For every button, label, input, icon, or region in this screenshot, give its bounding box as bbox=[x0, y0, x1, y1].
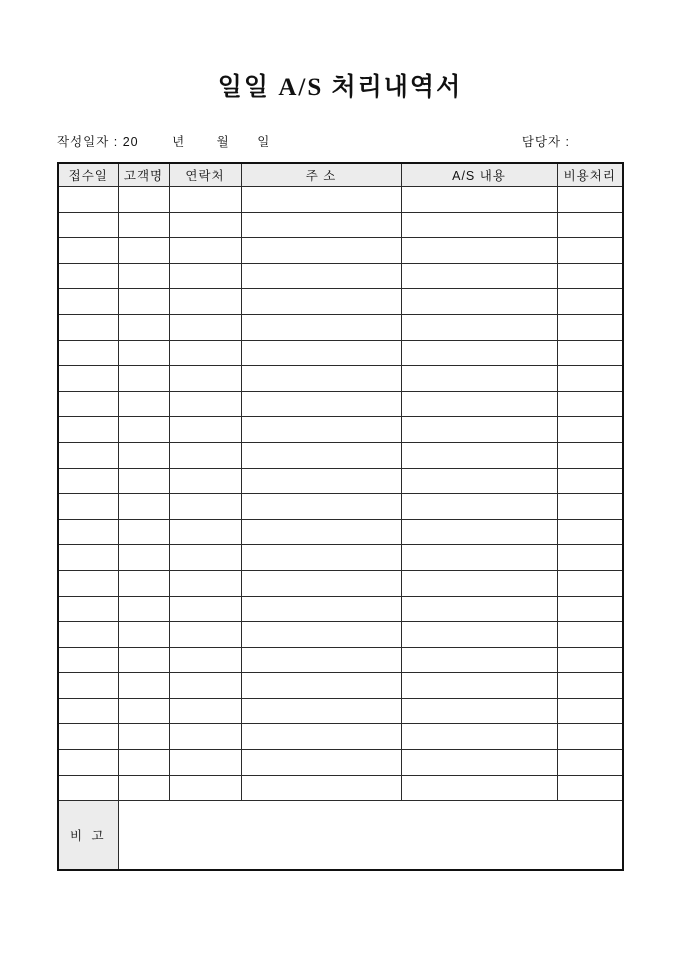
table-cell bbox=[557, 596, 623, 622]
table-row bbox=[58, 340, 623, 366]
meta-row bbox=[57, 135, 622, 150]
table-row bbox=[58, 494, 623, 520]
table-cell bbox=[241, 340, 401, 366]
table-cell bbox=[557, 417, 623, 443]
table-cell bbox=[557, 391, 623, 417]
table-row bbox=[58, 545, 623, 571]
table-cell bbox=[401, 622, 557, 648]
table-cell bbox=[557, 212, 623, 238]
table-cell bbox=[58, 314, 118, 340]
table-cell bbox=[401, 750, 557, 776]
table-cell bbox=[557, 724, 623, 750]
table-cell bbox=[241, 622, 401, 648]
table-cell bbox=[58, 724, 118, 750]
table-cell bbox=[58, 494, 118, 520]
day-label: 일 bbox=[257, 134, 271, 149]
table-cell bbox=[58, 187, 118, 213]
header-row bbox=[58, 163, 623, 187]
table-cell bbox=[118, 775, 169, 801]
table-cell bbox=[118, 622, 169, 648]
table-cell bbox=[169, 391, 241, 417]
table-cell bbox=[169, 622, 241, 648]
table-cell bbox=[241, 417, 401, 443]
table-cell bbox=[169, 366, 241, 392]
table-cell bbox=[401, 442, 557, 468]
table-cell bbox=[557, 519, 623, 545]
table-cell bbox=[118, 391, 169, 417]
table-cell bbox=[557, 494, 623, 520]
table-row bbox=[58, 391, 623, 417]
table-cell bbox=[241, 442, 401, 468]
table-cell bbox=[169, 238, 241, 264]
table-cell bbox=[401, 494, 557, 520]
table-cell bbox=[557, 366, 623, 392]
table-cell bbox=[241, 289, 401, 315]
table-cell bbox=[169, 724, 241, 750]
table-cell bbox=[241, 391, 401, 417]
table-cell bbox=[118, 442, 169, 468]
table-cell bbox=[118, 417, 169, 443]
table-cell bbox=[169, 263, 241, 289]
table-cell bbox=[58, 596, 118, 622]
table-cell bbox=[401, 647, 557, 673]
date-line bbox=[57, 135, 270, 150]
table-cell bbox=[118, 698, 169, 724]
table-cell bbox=[118, 289, 169, 315]
table-cell bbox=[118, 187, 169, 213]
table-cell bbox=[58, 775, 118, 801]
table-cell bbox=[401, 238, 557, 264]
table-cell bbox=[401, 775, 557, 801]
page-title: 일일 A/S 처리내역서 bbox=[217, 74, 463, 101]
table-cell bbox=[169, 519, 241, 545]
table-cell bbox=[401, 391, 557, 417]
table-row bbox=[58, 314, 623, 340]
table-cell bbox=[169, 468, 241, 494]
table-row bbox=[58, 622, 623, 648]
table-cell bbox=[557, 570, 623, 596]
table-cell bbox=[241, 263, 401, 289]
table-row bbox=[58, 724, 623, 750]
table-row bbox=[58, 596, 623, 622]
table-cell bbox=[401, 289, 557, 315]
table-cell bbox=[169, 750, 241, 776]
table-cell bbox=[241, 314, 401, 340]
remarks-row bbox=[58, 801, 623, 870]
table-cell bbox=[118, 494, 169, 520]
remarks-value-cell bbox=[118, 801, 623, 870]
table-row bbox=[58, 698, 623, 724]
table-cell bbox=[241, 468, 401, 494]
table-cell bbox=[118, 570, 169, 596]
table-cell bbox=[401, 570, 557, 596]
table-cell bbox=[241, 775, 401, 801]
table-cell bbox=[557, 698, 623, 724]
table-cell bbox=[118, 366, 169, 392]
table-cell bbox=[557, 468, 623, 494]
table-cell bbox=[557, 340, 623, 366]
table-cell bbox=[241, 238, 401, 264]
remarks-label: 비 고 bbox=[58, 801, 118, 870]
table-cell bbox=[401, 366, 557, 392]
table-cell bbox=[118, 314, 169, 340]
table-row bbox=[58, 187, 623, 213]
table-cell bbox=[401, 596, 557, 622]
table-cell bbox=[118, 238, 169, 264]
table-body bbox=[58, 187, 623, 801]
table-cell bbox=[401, 468, 557, 494]
column-header-2: 연락처 bbox=[169, 163, 241, 187]
column-header-1: 고객명 bbox=[118, 163, 169, 187]
table-cell bbox=[401, 519, 557, 545]
table-cell bbox=[557, 187, 623, 213]
table-cell bbox=[169, 442, 241, 468]
table-row bbox=[58, 289, 623, 315]
table-cell bbox=[169, 417, 241, 443]
table-cell bbox=[169, 673, 241, 699]
table-cell bbox=[58, 570, 118, 596]
table-row bbox=[58, 775, 623, 801]
table-cell bbox=[58, 750, 118, 776]
table-row bbox=[58, 673, 623, 699]
table-cell bbox=[118, 468, 169, 494]
table-cell bbox=[557, 314, 623, 340]
table-header bbox=[58, 163, 623, 187]
table-cell bbox=[241, 698, 401, 724]
table-row bbox=[58, 263, 623, 289]
table-cell bbox=[241, 724, 401, 750]
table-cell bbox=[557, 442, 623, 468]
table-cell bbox=[169, 340, 241, 366]
column-header-0: 접수일 bbox=[58, 163, 118, 187]
table-cell bbox=[557, 622, 623, 648]
table-cell bbox=[241, 494, 401, 520]
table-cell bbox=[401, 545, 557, 571]
table-cell bbox=[118, 647, 169, 673]
table-cell bbox=[118, 340, 169, 366]
table-cell bbox=[401, 263, 557, 289]
table-cell bbox=[241, 750, 401, 776]
table-cell bbox=[241, 673, 401, 699]
table-cell bbox=[557, 673, 623, 699]
table-cell bbox=[241, 187, 401, 213]
month-label: 월 bbox=[216, 134, 230, 149]
table-row bbox=[58, 570, 623, 596]
table-cell bbox=[557, 750, 623, 776]
table-cell bbox=[401, 673, 557, 699]
table-cell bbox=[169, 596, 241, 622]
table-cell bbox=[58, 468, 118, 494]
table-cell bbox=[557, 647, 623, 673]
table-cell bbox=[169, 187, 241, 213]
table-cell bbox=[241, 570, 401, 596]
table-cell bbox=[58, 545, 118, 571]
table-cell bbox=[118, 212, 169, 238]
table-cell bbox=[241, 545, 401, 571]
table-cell bbox=[169, 289, 241, 315]
table-cell bbox=[557, 545, 623, 571]
table-cell bbox=[169, 698, 241, 724]
table-cell bbox=[118, 673, 169, 699]
table-cell bbox=[118, 750, 169, 776]
as-report-table bbox=[57, 162, 624, 871]
table-cell bbox=[58, 622, 118, 648]
table-cell bbox=[241, 519, 401, 545]
table-cell bbox=[118, 519, 169, 545]
date-label: 작성일자 : 20 bbox=[57, 134, 139, 149]
table-cell bbox=[118, 724, 169, 750]
table-row bbox=[58, 442, 623, 468]
table-cell bbox=[401, 212, 557, 238]
table-cell bbox=[58, 366, 118, 392]
table-cell bbox=[169, 775, 241, 801]
table-cell bbox=[557, 775, 623, 801]
remarks-section bbox=[58, 801, 623, 870]
table-cell bbox=[58, 238, 118, 264]
table-cell bbox=[58, 673, 118, 699]
table-cell bbox=[241, 596, 401, 622]
table-cell bbox=[169, 570, 241, 596]
table-cell bbox=[118, 545, 169, 571]
table-cell bbox=[401, 314, 557, 340]
table-cell bbox=[241, 212, 401, 238]
table-row bbox=[58, 417, 623, 443]
table-cell bbox=[58, 417, 118, 443]
manager-label: 담당자 : bbox=[521, 134, 570, 149]
table-cell bbox=[58, 289, 118, 315]
column-header-3: 주 소 bbox=[241, 163, 401, 187]
table-cell bbox=[58, 519, 118, 545]
column-header-5: 비용처리 bbox=[557, 163, 623, 187]
table-row bbox=[58, 238, 623, 264]
document-content bbox=[57, 135, 622, 871]
table-cell bbox=[401, 340, 557, 366]
table-cell bbox=[118, 596, 169, 622]
table-row bbox=[58, 647, 623, 673]
table-cell bbox=[169, 647, 241, 673]
table-cell bbox=[58, 340, 118, 366]
table-row bbox=[58, 212, 623, 238]
table-row bbox=[58, 366, 623, 392]
table-cell bbox=[169, 494, 241, 520]
table-cell bbox=[169, 545, 241, 571]
table-cell bbox=[401, 724, 557, 750]
table-cell bbox=[557, 238, 623, 264]
table-cell bbox=[401, 698, 557, 724]
table-cell bbox=[557, 263, 623, 289]
table-cell bbox=[58, 698, 118, 724]
year-label: 년 bbox=[172, 134, 186, 149]
table-cell bbox=[58, 647, 118, 673]
column-header-4: A/S 내용 bbox=[401, 163, 557, 187]
table-cell bbox=[58, 263, 118, 289]
table-cell bbox=[401, 417, 557, 443]
table-cell bbox=[169, 314, 241, 340]
table-cell bbox=[401, 187, 557, 213]
table-row bbox=[58, 750, 623, 776]
table-cell bbox=[557, 289, 623, 315]
table-row bbox=[58, 468, 623, 494]
table-cell bbox=[58, 212, 118, 238]
table-cell bbox=[241, 366, 401, 392]
table-cell bbox=[58, 391, 118, 417]
table-cell bbox=[241, 647, 401, 673]
table-cell bbox=[169, 212, 241, 238]
table-row bbox=[58, 519, 623, 545]
table-cell bbox=[58, 442, 118, 468]
table-cell bbox=[118, 263, 169, 289]
